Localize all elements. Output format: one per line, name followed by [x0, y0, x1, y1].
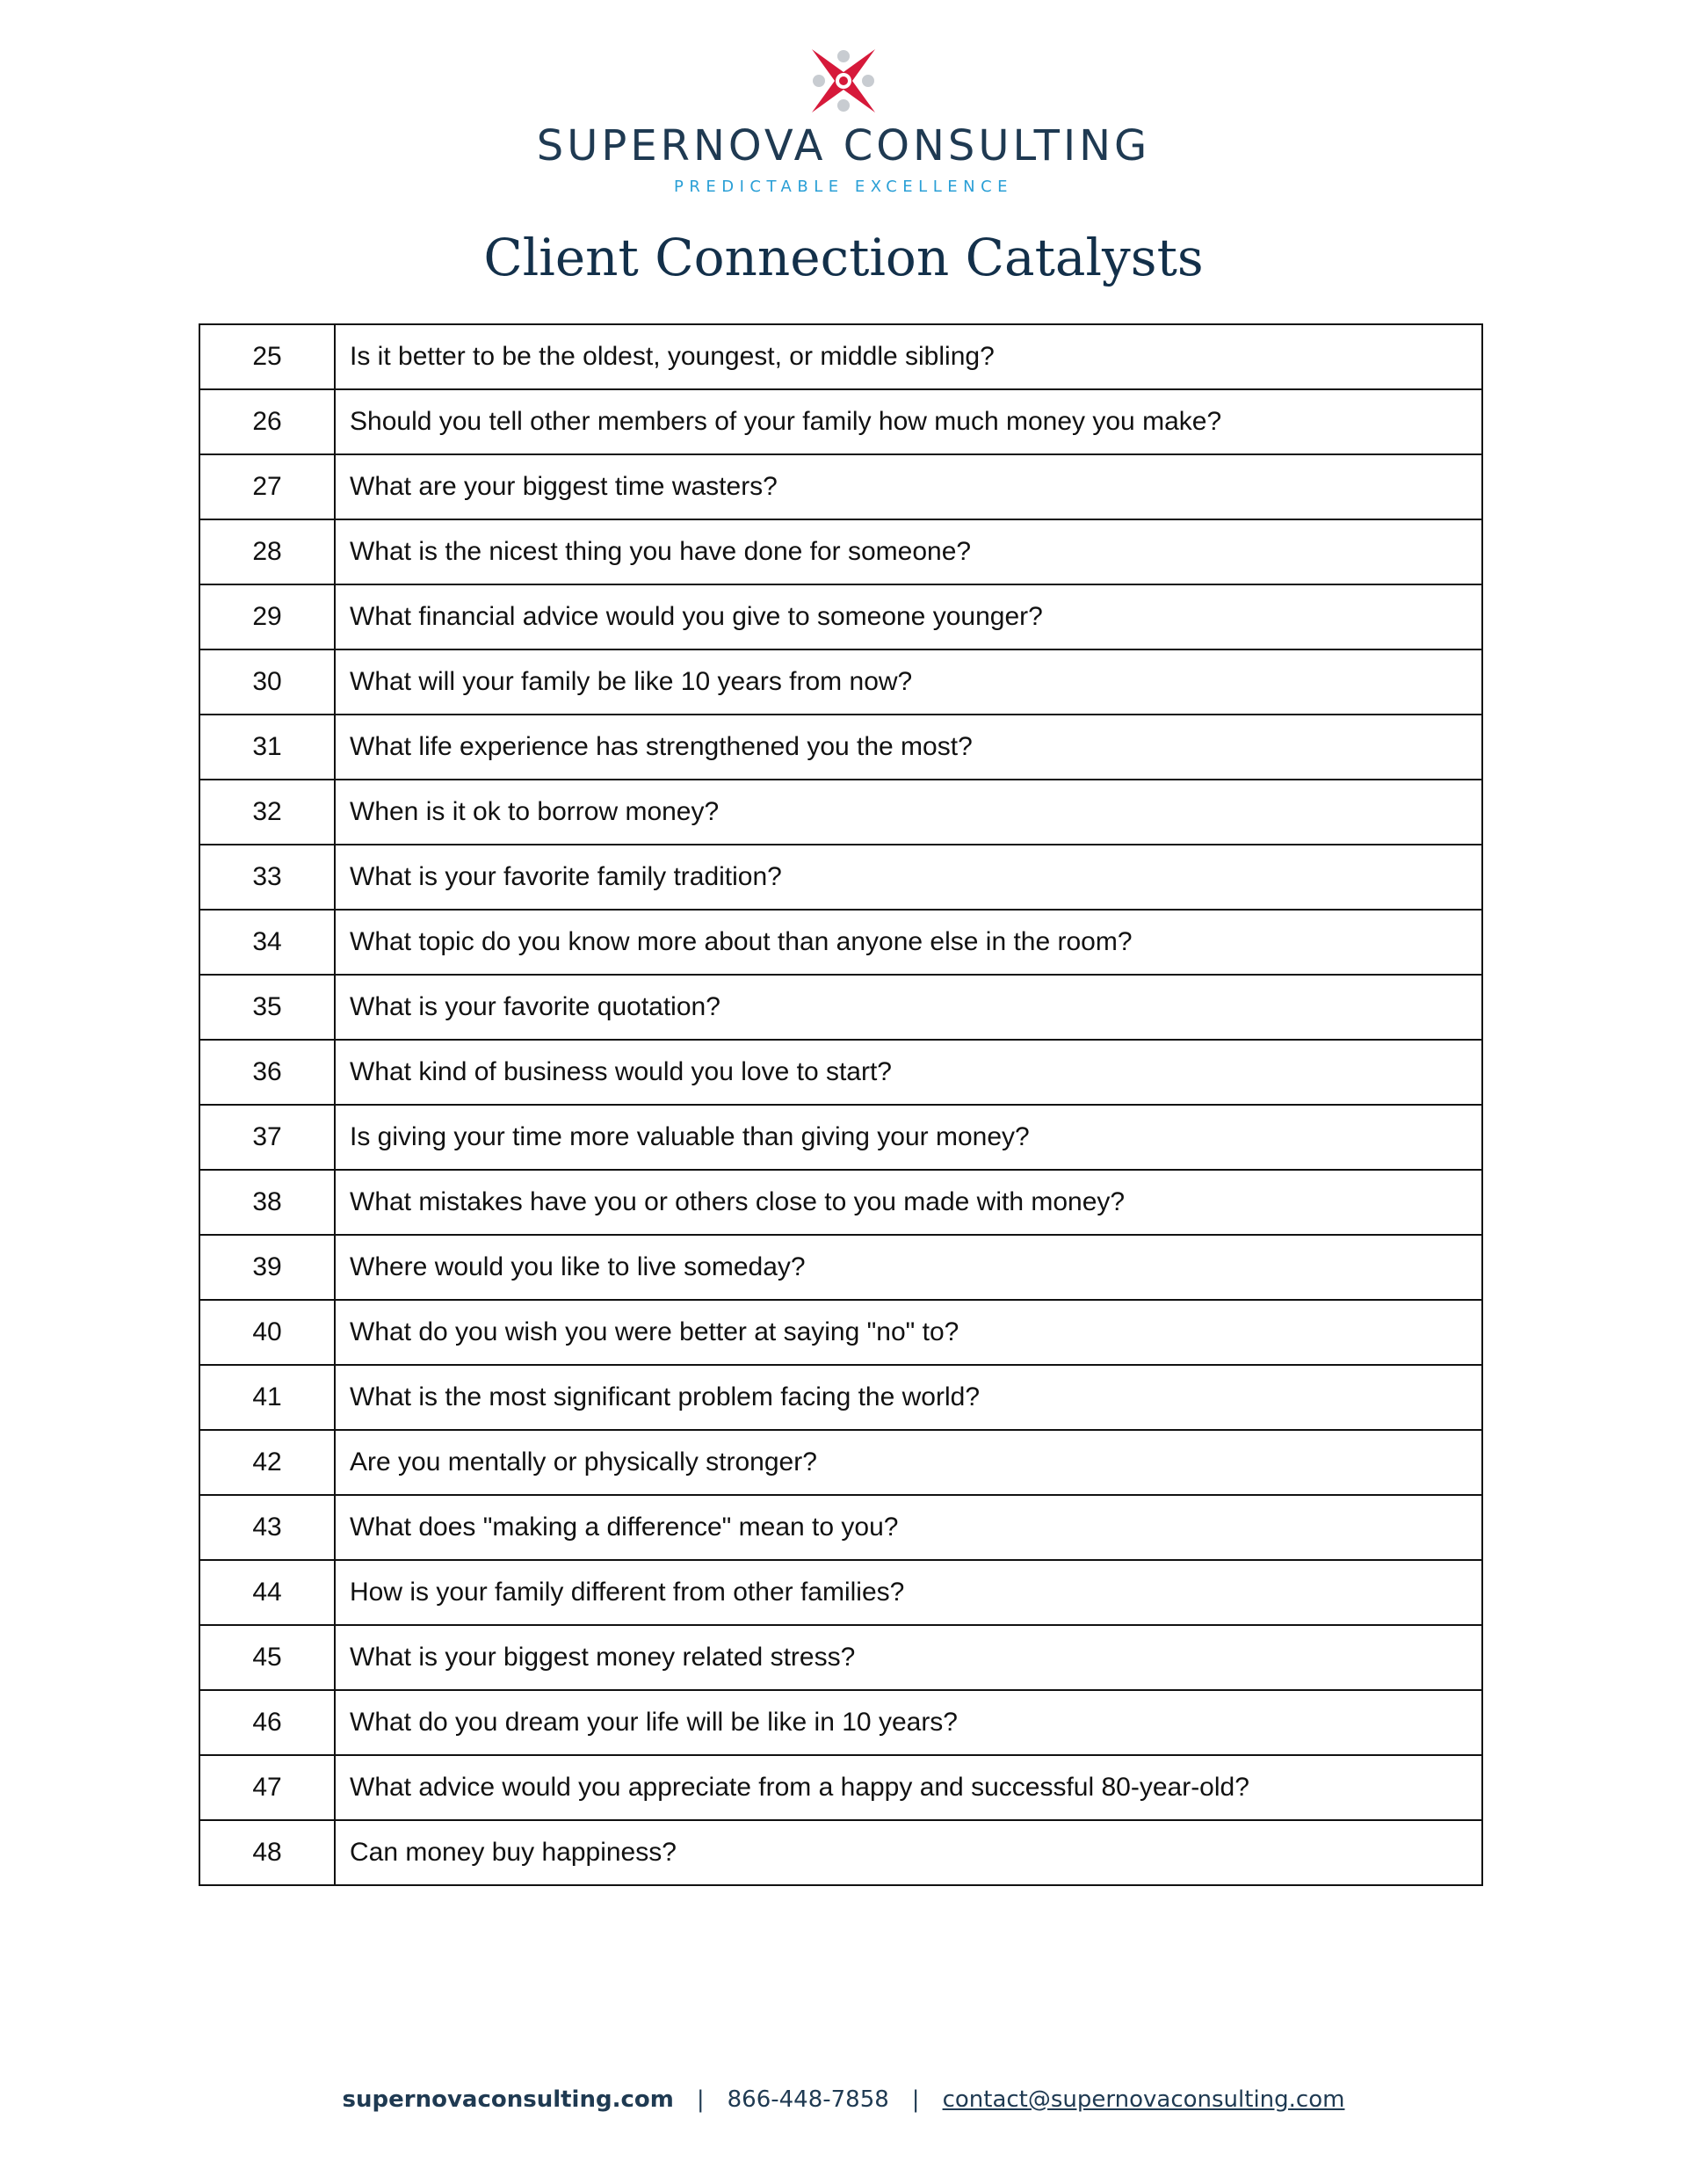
question-text: What are your biggest time wasters?: [335, 454, 1482, 519]
footer-separator: |: [911, 2086, 920, 2113]
question-number: 33: [199, 845, 335, 910]
footer-email[interactable]: contact@supernovaconsulting.com: [942, 2086, 1345, 2113]
question-text: What does "making a difference" mean to you?: [335, 1495, 1482, 1560]
question-number: 31: [199, 715, 335, 780]
question-text: What is your favorite quotation?: [335, 975, 1482, 1040]
question-number: 26: [199, 389, 335, 454]
brand-tagline: PREDICTABLE EXCELLENCE: [673, 178, 1014, 196]
table-row: [199, 910, 1482, 975]
table-row: [199, 1560, 1482, 1625]
table-row: [199, 1625, 1482, 1690]
question-text: What do you wish you were better at saying "no" to?: [335, 1300, 1482, 1365]
question-text: What life experience has strengthened you the most?: [335, 715, 1482, 780]
question-text: What do you dream your life will be like in 10 years?: [335, 1690, 1482, 1755]
footer-phone[interactable]: 866-448-7858: [727, 2086, 889, 2113]
question-number: 44: [199, 1560, 335, 1625]
question-number: 43: [199, 1495, 335, 1560]
question-number: 30: [199, 649, 335, 715]
table-row: [199, 1365, 1482, 1430]
question-number: 28: [199, 519, 335, 584]
question-text: Is it better to be the oldest, youngest, or middle sibling?: [335, 324, 1482, 389]
question-text: What topic do you know more about than anyone else in the room?: [335, 910, 1482, 975]
question-number: 29: [199, 584, 335, 649]
question-text: What is your favorite family tradition?: [335, 845, 1482, 910]
table-row: [199, 1040, 1482, 1105]
table-row: [199, 1495, 1482, 1560]
table-row: [199, 1690, 1482, 1755]
question-text: When is it ok to borrow money?: [335, 780, 1482, 845]
question-text: Can money buy happiness?: [335, 1820, 1482, 1885]
table-row: [199, 584, 1482, 649]
brand-name: SUPERNOVA CONSULTING: [536, 121, 1151, 171]
table-row: [199, 715, 1482, 780]
question-text: What mistakes have you or others close to you made with money?: [335, 1170, 1482, 1235]
question-number: 37: [199, 1105, 335, 1170]
question-number: 40: [199, 1300, 335, 1365]
question-number: 45: [199, 1625, 335, 1690]
table-row: [199, 649, 1482, 715]
table-row: [199, 975, 1482, 1040]
brand-logo: [0, 44, 1687, 197]
question-text: Should you tell other members of your family how much money you make?: [335, 389, 1482, 454]
question-number: 38: [199, 1170, 335, 1235]
question-text: What is the nicest thing you have done for someone?: [335, 519, 1482, 584]
table-row: [199, 519, 1482, 584]
question-number: 35: [199, 975, 335, 1040]
question-text: What kind of business would you love to start?: [335, 1040, 1482, 1105]
table-row: [199, 845, 1482, 910]
question-text: What will your family be like 10 years from now?: [335, 649, 1482, 715]
question-text: What is your biggest money related stress?: [335, 1625, 1482, 1690]
table-row: [199, 1820, 1482, 1885]
question-text: What is the most significant problem facing the world?: [335, 1365, 1482, 1430]
supernova-star-icon: [807, 44, 880, 118]
question-number: 42: [199, 1430, 335, 1495]
question-number: 41: [199, 1365, 335, 1430]
table-row: [199, 1235, 1482, 1300]
question-number: 46: [199, 1690, 335, 1755]
table-row: [199, 1105, 1482, 1170]
footer-website[interactable]: supernovaconsulting.com: [342, 2086, 674, 2113]
page-title: Client Connection Catalysts: [483, 228, 1204, 287]
table-row: [199, 389, 1482, 454]
table-row: [199, 454, 1482, 519]
table-row: [199, 1430, 1482, 1495]
question-text: How is your family different from other families?: [335, 1560, 1482, 1625]
table-row: [199, 1755, 1482, 1820]
question-text: Where would you like to live someday?: [335, 1235, 1482, 1300]
question-text: What advice would you appreciate from a happy and successful 80-year-old?: [335, 1755, 1482, 1820]
question-number: 34: [199, 910, 335, 975]
table-row: [199, 780, 1482, 845]
question-number: 27: [199, 454, 335, 519]
table-row: [199, 324, 1482, 389]
question-text: What financial advice would you give to someone younger?: [335, 584, 1482, 649]
question-number: 25: [199, 324, 335, 389]
question-number: 32: [199, 780, 335, 845]
question-text: Is giving your time more valuable than giving your money?: [335, 1105, 1482, 1170]
question-number: 47: [199, 1755, 335, 1820]
table-row: [199, 1300, 1482, 1365]
question-number: 39: [199, 1235, 335, 1300]
question-number: 36: [199, 1040, 335, 1105]
questions-table: [199, 323, 1483, 1886]
question-text: Are you mentally or physically stronger?: [335, 1430, 1482, 1495]
footer-separator: |: [696, 2086, 705, 2113]
footer: [0, 2086, 1687, 2113]
table-row: [199, 1170, 1482, 1235]
question-number: 48: [199, 1820, 335, 1885]
